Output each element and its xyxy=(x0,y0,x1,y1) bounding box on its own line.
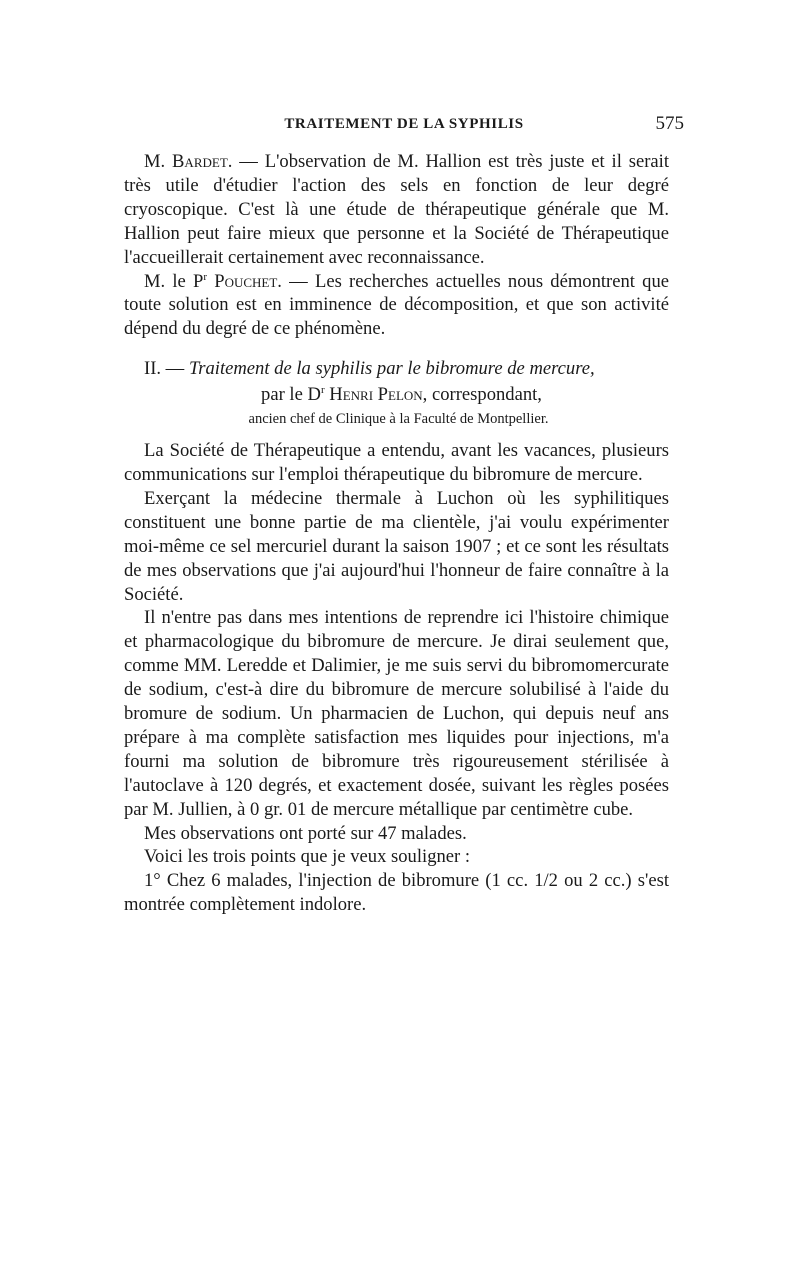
paragraph: 1° Chez 6 malades, l'injection de bibromure (1 cc. 1/2 ou 2 cc.) s'est montrée complètement indolore. xyxy=(124,870,669,916)
section-byline xyxy=(124,383,669,407)
speaker-title-sup: r xyxy=(203,270,208,283)
author-affiliation: ancien chef de Clinique à la Faculté de Montpellier. xyxy=(248,411,549,428)
running-title: TRAITEMENT DE LA SYPHILIS xyxy=(284,116,524,132)
section-title: Traitement de la syphilis par le bibromure de mercure, xyxy=(188,358,595,380)
page-body xyxy=(124,150,669,917)
speaker-name: Pouchet. xyxy=(207,270,282,292)
byline-prefix: par le D xyxy=(261,384,321,406)
running-head xyxy=(124,113,684,140)
paragraph-pouchet xyxy=(124,270,669,342)
byline-sup: r xyxy=(320,383,325,396)
paragraph: Exerçant la médecine thermale à Luchon où les syphilitiques constituent une bonne partie de ma clientèle, j'ai voulu expérimenter moi-même ce sel mercuriel durant la saison 1907 ; et ce sont les résultats de mes observations que j'ai aujourd'hui l'honneur de faire connaître à la Société. xyxy=(124,487,669,605)
paragraph: Il n'entre pas dans mes intentions de reprendre ici l'histoire chimique et pharmacologique du bibromure de mercure. Je dirai seulement que, comme MM. Leredde et Dalimier, je me suis servi du bibromomercurate de sodium, c'est-à dire du bibromure de mercure solubilisé à l'aide du bromure de sodium. Un pharmacien de Luchon, qui depuis neuf ans prépare à ma complète satisfaction mes liquides pour injections, m'a fourni ma solution de bibromure très rigoureusement stérilisée à l'autoclave à 120 degrés, et exactement dosée, suivant les règles posées par M. Jullien, à 0 gr. 01 de mercure métallique par centimètre cube. xyxy=(124,607,669,820)
section-number: II. — xyxy=(144,358,185,380)
paragraph: Voici les trois points que je veux souligner : xyxy=(144,846,471,868)
paragraph-text: — Les recherches actuelles nous démontrent que toute solution est en imminence de décomposition, et que son activité dépend du degré de ce phénomène. xyxy=(124,270,669,340)
section-heading xyxy=(124,357,669,381)
paragraph: La Société de Thérapeutique a entendu, avant les vacances, plusieurs communications sur l'emploi thérapeutique du bibromure de mercure. xyxy=(124,440,669,485)
byline-suffix: , correspondant, xyxy=(422,384,542,406)
speaker-name: M. Bardet. xyxy=(144,151,233,172)
paragraph: Mes observations ont porté sur 47 malades. xyxy=(144,822,467,844)
page-number: 575 xyxy=(655,113,684,134)
paragraph-bardet xyxy=(124,150,669,270)
paragraph-text: — L'observation de M. Hallion est très juste et il serait très utile d'étudier l'action des sels en fonction de leur degré cryoscopique. C'est là une étude de thérapeutique générale que M. Hallion peut faire mieux que personne et la Société de Thérapeutique l'accueillerait certainement avec reconnaissance. xyxy=(124,151,669,268)
author-name: Henri Pelon xyxy=(329,384,423,406)
speaker-prefix: M. le P xyxy=(144,270,204,292)
